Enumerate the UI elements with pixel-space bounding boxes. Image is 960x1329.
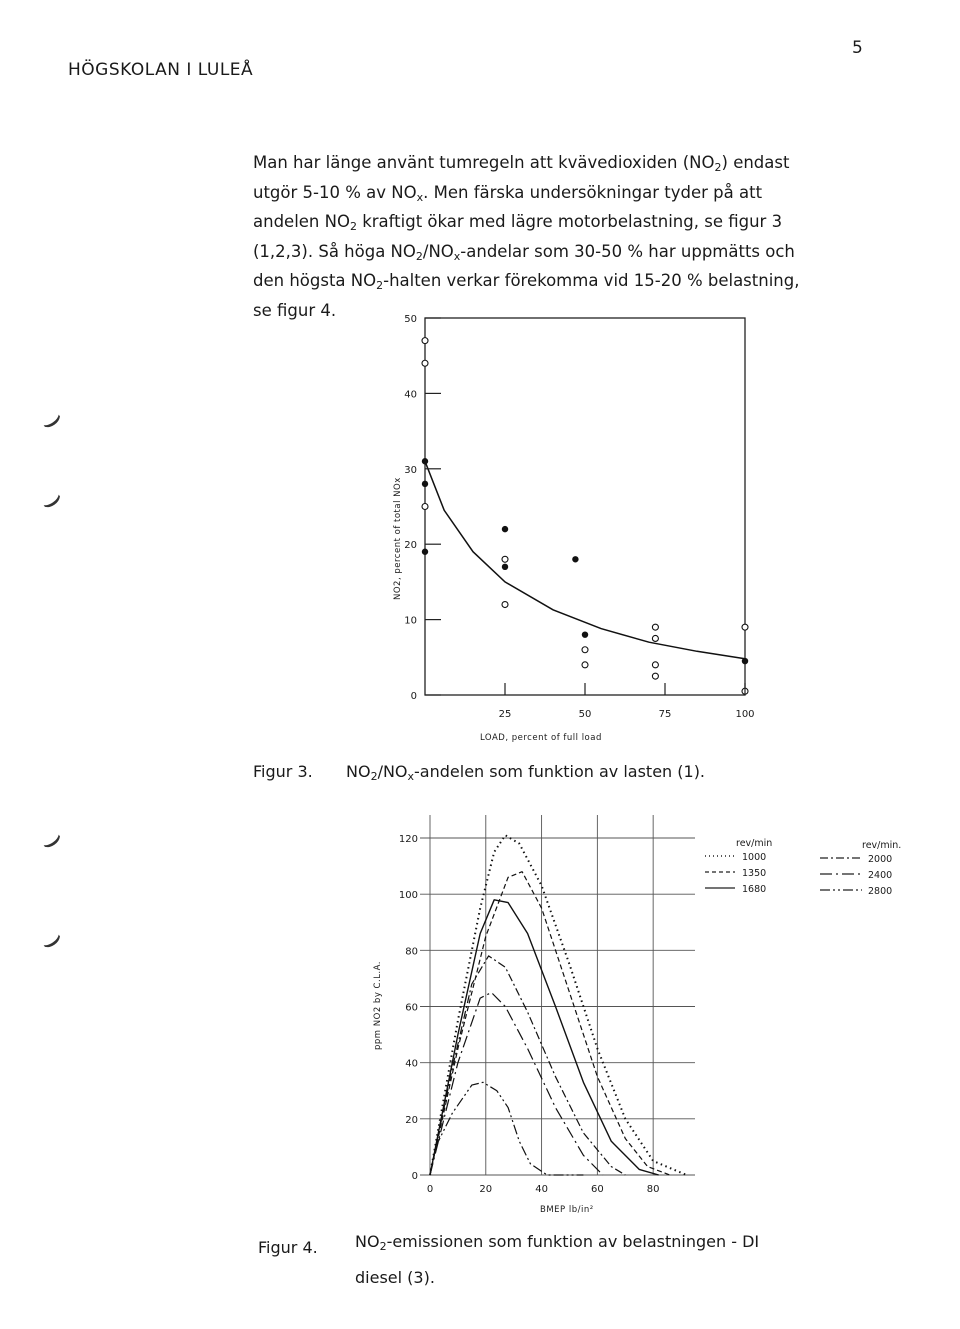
text-line: den högsta $NO_2$-halten verkar förekomma vid 15-20 % belastning, (253, 271, 800, 292)
fit-curve (425, 461, 745, 659)
legend-entry: 2800 (868, 886, 893, 897)
figure4-caption: $NO_2$-emissionen som funktion av belastningen - DI (355, 1232, 760, 1253)
figure3-chart (360, 300, 780, 750)
open-data-point (422, 360, 428, 366)
open-data-point (652, 673, 658, 679)
text-line: Man har länge använt tumregeln att kvävedioxiden $(NO_2)$ endast (253, 153, 790, 174)
legend-title: rev/min. (862, 840, 902, 851)
legend-entry: 2000 (868, 854, 893, 865)
open-data-point (652, 635, 658, 641)
y-tick-label: 40 (405, 1058, 418, 1070)
filled-data-point (422, 549, 428, 555)
series-line-2000 (430, 956, 625, 1175)
y-tick-label: 0 (411, 1171, 418, 1182)
open-data-point (582, 662, 588, 668)
y-tick-label: 120 (398, 834, 418, 845)
figure4-caption-line2: diesel (3). (355, 1268, 435, 1287)
margin-mark: ⌣ (30, 477, 72, 523)
x-tick-label: 25 (498, 709, 512, 720)
y-axis-label: ppm NO2 by C.L.A. (373, 960, 383, 1050)
text-line: se figur 4. (253, 300, 337, 320)
x-axis-label: BMEP lb/in² (540, 1205, 594, 1215)
legend-right (820, 840, 901, 897)
x-axis-label: LOAD, percent of full load (480, 733, 602, 743)
legend-entry: 2400 (868, 870, 893, 881)
filled-data-point (502, 564, 508, 570)
x-tick-label: 60 (591, 1184, 604, 1195)
figure4-chart (350, 800, 910, 1220)
y-tick-label: 80 (405, 946, 418, 958)
series-line-1000 (430, 835, 687, 1175)
open-data-point (652, 624, 658, 630)
margin-mark: ⌣ (30, 397, 72, 443)
legend-title: rev/min (736, 838, 773, 849)
y-tick-label: 10 (404, 615, 417, 627)
text-line: utgör 5-10 % av $NO_x$. Men färska undersökningar tyder på att (253, 182, 763, 204)
y-tick-label: 0 (410, 691, 417, 702)
filled-data-point (572, 556, 578, 562)
margin-mark: ⌣ (30, 917, 72, 963)
figure3-caption: $NO_2/NO_x$-andelen som funktion av lasten (1). (346, 762, 706, 783)
x-tick-label: 80 (646, 1184, 660, 1195)
legend-left (705, 838, 772, 895)
y-tick-label: 20 (404, 540, 417, 552)
open-data-point (422, 504, 428, 510)
y-tick-label: 100 (398, 890, 418, 902)
open-data-point (582, 647, 588, 653)
filled-data-point (422, 458, 428, 464)
open-data-point (742, 624, 748, 630)
filled-data-point (502, 526, 508, 532)
intro-paragraph (253, 148, 853, 325)
open-data-point (652, 662, 658, 668)
series-line-2400 (430, 993, 603, 1176)
text-line: andelen $NO_2$ kraftigt ökar med lägre motorbelastning, se figur 3 (253, 212, 783, 233)
filled-data-point (582, 631, 588, 637)
institution-header: HÖGSKOLAN I LULEÅ (68, 60, 254, 80)
legend-entry: 1680 (742, 884, 767, 895)
x-tick-label: 0 (426, 1184, 434, 1195)
y-tick-label: 40 (404, 389, 417, 401)
x-tick-label: 40 (535, 1184, 548, 1195)
x-tick-label: 20 (479, 1184, 493, 1195)
legend-entry: 1000 (742, 852, 767, 863)
y-axis-label: NO2, percent of total NOx (393, 477, 403, 600)
filled-data-point (742, 658, 748, 664)
figure3-label: Figur 3. (253, 762, 313, 781)
legend-entry: 1350 (742, 868, 767, 879)
series-line-2800 (436, 1082, 584, 1175)
open-data-point (502, 602, 508, 608)
series-line-1680 (430, 900, 659, 1175)
y-tick-label: 60 (405, 1002, 418, 1014)
plot-frame (425, 318, 745, 695)
x-tick-label: 50 (578, 709, 592, 720)
series-line-1350 (430, 872, 670, 1175)
y-tick-label: 20 (405, 1114, 418, 1126)
text-line: (1,2,3). Så höga $NO_2/NO_x$-andelar som 30-50 % har uppmätts och (253, 241, 795, 263)
x-tick-label: 75 (658, 709, 672, 720)
x-tick-label: 100 (735, 709, 755, 720)
y-tick-label: 30 (404, 464, 417, 476)
filled-data-point (422, 481, 428, 487)
open-data-point (502, 556, 508, 562)
margin-mark: ⌣ (30, 817, 72, 863)
figure4-label: Figur 4. (258, 1238, 318, 1257)
open-data-point (422, 338, 428, 344)
page-number: 5 (852, 38, 863, 58)
y-tick-label: 50 (404, 314, 417, 325)
